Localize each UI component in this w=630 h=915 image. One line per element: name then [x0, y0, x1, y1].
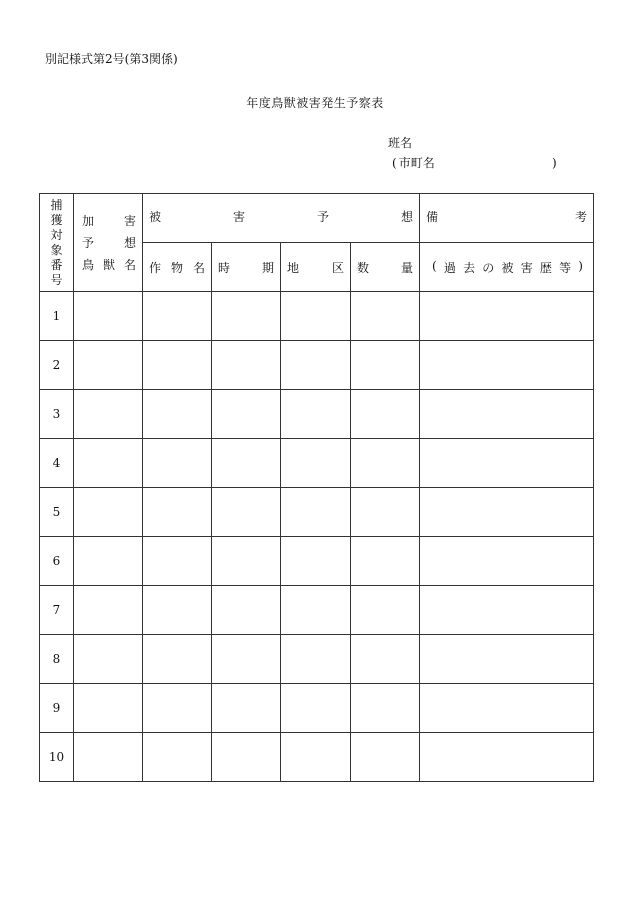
cell-crop-name[interactable] [143, 635, 212, 684]
header-char: 地 [287, 260, 300, 275]
cell-quantity[interactable] [351, 439, 420, 488]
table-row [40, 684, 594, 733]
header-char: 時 [218, 260, 231, 275]
header-char: 害 [520, 260, 533, 275]
cell-quantity[interactable] [351, 537, 420, 586]
table-row [40, 292, 594, 341]
cell-area[interactable] [281, 537, 351, 586]
header-char: 加 [82, 213, 95, 228]
species-header-line [82, 232, 136, 254]
city-name-label: 市町名 [398, 156, 435, 170]
header-char: 量 [400, 260, 413, 275]
row-number: 5 [40, 488, 74, 537]
cell-remarks[interactable] [420, 292, 594, 341]
cell-crop-name[interactable] [143, 390, 212, 439]
table-row [40, 586, 594, 635]
header-char: 号 [50, 272, 63, 287]
header-char: 被 [501, 260, 514, 275]
cell-quantity[interactable] [351, 488, 420, 537]
forecast-table [39, 193, 594, 782]
cell-period[interactable] [212, 292, 281, 341]
cell-remarks[interactable] [420, 733, 594, 782]
cell-crop-name[interactable] [143, 733, 212, 782]
cell-remarks[interactable] [420, 341, 594, 390]
table-row [40, 635, 594, 684]
cell-area[interactable] [281, 341, 351, 390]
header-char: 歴 [539, 260, 552, 275]
header-char: 備 [426, 210, 439, 224]
cell-crop-name[interactable] [143, 292, 212, 341]
row-number: 4 [40, 439, 74, 488]
cell-remarks[interactable] [420, 390, 594, 439]
table-row [40, 488, 594, 537]
cell-crop-name[interactable] [143, 488, 212, 537]
cell-remarks[interactable] [420, 488, 594, 537]
cell-remarks[interactable] [420, 537, 594, 586]
document-title: 年度鳥獣被害発生予察表 [246, 96, 384, 110]
header-char: 捕 [50, 197, 63, 212]
cell-area[interactable] [281, 635, 351, 684]
header-char: 等 [559, 260, 572, 275]
header-crop-name [143, 243, 212, 292]
cell-species[interactable] [74, 684, 143, 733]
species-header-line [82, 210, 136, 232]
city-name-field [392, 155, 435, 171]
cell-species[interactable] [74, 586, 143, 635]
header-char: 去 [463, 260, 476, 275]
header-char: 対 [50, 227, 63, 242]
cell-remarks[interactable] [420, 439, 594, 488]
header-char: 害 [123, 213, 136, 228]
header-char: 期 [261, 260, 274, 275]
cell-species[interactable] [74, 341, 143, 390]
cell-period[interactable] [212, 733, 281, 782]
cell-period[interactable] [212, 684, 281, 733]
species-header-line [82, 254, 136, 276]
row-number: 6 [40, 537, 74, 586]
header-char: 数 [357, 260, 370, 275]
cell-crop-name[interactable] [143, 537, 212, 586]
cell-quantity[interactable] [351, 684, 420, 733]
header-species [74, 194, 143, 292]
header-char: 獣 [102, 257, 115, 272]
cell-crop-name[interactable] [143, 586, 212, 635]
header-period [212, 243, 281, 292]
cell-quantity[interactable] [351, 733, 420, 782]
header-remarks-sub [420, 243, 594, 292]
header-char: 予 [316, 210, 329, 224]
header-char: 区 [331, 260, 344, 275]
header-char: の [482, 260, 495, 275]
header-char: ) [578, 258, 583, 273]
cell-quantity[interactable] [351, 586, 420, 635]
cell-area[interactable] [281, 488, 351, 537]
row-number: 3 [40, 390, 74, 439]
header-char: 予 [82, 235, 95, 250]
cell-remarks[interactable] [420, 684, 594, 733]
cell-area[interactable] [281, 390, 351, 439]
row-number: 9 [40, 684, 74, 733]
city-close-paren: ) [552, 156, 557, 170]
cell-crop-name[interactable] [143, 341, 212, 390]
cell-species[interactable] [74, 390, 143, 439]
cell-period[interactable] [212, 390, 281, 439]
cell-quantity[interactable] [351, 341, 420, 390]
cell-period[interactable] [212, 586, 281, 635]
row-number: 8 [40, 635, 74, 684]
row-number: 10 [40, 733, 74, 782]
header-char: 害 [232, 210, 245, 224]
cell-crop-name[interactable] [143, 439, 212, 488]
cell-period[interactable] [212, 439, 281, 488]
header-char: 物 [170, 260, 183, 275]
header-char: 想 [123, 235, 136, 250]
row-number: 7 [40, 586, 74, 635]
team-name-label: 班名 [388, 136, 413, 150]
header-char: ( [432, 258, 437, 273]
header-area [281, 243, 351, 292]
header-capture-number [40, 194, 74, 292]
header-remarks [420, 194, 594, 243]
row-number: 1 [40, 292, 74, 341]
cell-area[interactable] [281, 684, 351, 733]
header-damage-forecast [143, 194, 420, 243]
cell-period[interactable] [212, 488, 281, 537]
cell-remarks[interactable] [420, 635, 594, 684]
cell-species[interactable] [74, 292, 143, 341]
cell-quantity[interactable] [351, 635, 420, 684]
header-char: 名 [123, 257, 136, 272]
table-row [40, 439, 594, 488]
cell-crop-name[interactable] [143, 684, 212, 733]
header-char: 名 [192, 260, 205, 275]
header-char: 番 [50, 257, 63, 272]
form-number-label: 別記様式第2号(第3関係) [45, 52, 178, 66]
cell-quantity[interactable] [351, 390, 420, 439]
cell-period[interactable] [212, 341, 281, 390]
cell-species[interactable] [74, 488, 143, 537]
cell-period[interactable] [212, 635, 281, 684]
table-row [40, 341, 594, 390]
header-char: 被 [149, 210, 162, 224]
cell-area[interactable] [281, 292, 351, 341]
header-char: 想 [400, 210, 413, 224]
cell-area[interactable] [281, 586, 351, 635]
cell-period[interactable] [212, 537, 281, 586]
table-row [40, 390, 594, 439]
cell-species[interactable] [74, 635, 143, 684]
cell-area[interactable] [281, 733, 351, 782]
cell-species[interactable] [74, 439, 143, 488]
header-char: 鳥 [82, 257, 95, 272]
city-open-paren: ( [392, 156, 397, 170]
cell-quantity[interactable] [351, 292, 420, 341]
table-row [40, 733, 594, 782]
header-char: 獲 [50, 212, 63, 227]
header-char: 作 [149, 260, 162, 275]
row-number: 2 [40, 341, 74, 390]
cell-remarks[interactable] [420, 586, 594, 635]
cell-species[interactable] [74, 537, 143, 586]
cell-species[interactable] [74, 733, 143, 782]
header-char: 過 [443, 260, 456, 275]
header-quantity [351, 243, 420, 292]
cell-area[interactable] [281, 439, 351, 488]
header-char: 考 [574, 210, 587, 224]
header-char: 象 [50, 242, 63, 257]
table-row [40, 537, 594, 586]
